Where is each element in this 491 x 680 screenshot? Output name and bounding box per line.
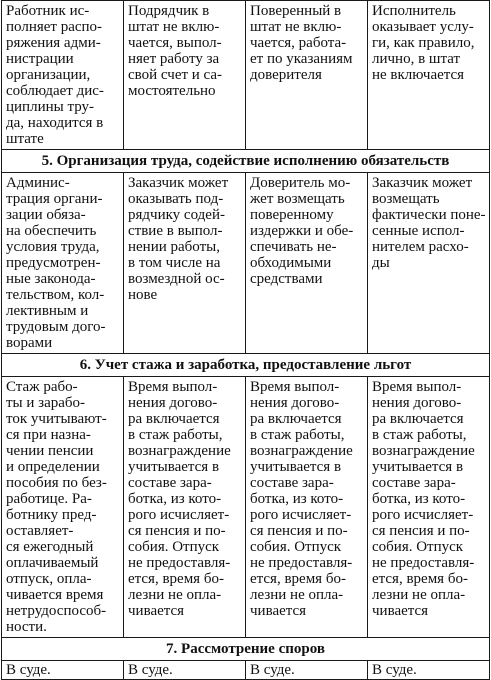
table-cell-contractor xyxy=(124,1,246,150)
table-cell-employee xyxy=(2,173,124,354)
section-heading-row xyxy=(2,354,490,377)
table-row xyxy=(2,661,490,680)
section-heading-row xyxy=(2,638,490,661)
cell-text: Подрядчик в штат не вклю- чается, выпол- няет работу за свой счет и са- мостоятельно xyxy=(128,3,223,99)
table-cell-contractor xyxy=(124,377,246,638)
cell-text: Работник ис- полняет распо- ряжения адми- нистрации организации, соблюдает дис- циплины тру- да, находится в штате xyxy=(6,3,104,147)
table-row xyxy=(2,173,490,354)
table-cell-attorney xyxy=(246,173,368,354)
table-cell-employee xyxy=(2,661,124,680)
cell-text: Исполнитель оказывает услу- ги, как правило, лично, в штат не включается xyxy=(372,3,475,83)
cell-text: Заказчик может оказывать под- рядчику содей- ствие в выпол- нении работы, в том числе на возмездной ос- нове xyxy=(128,175,229,303)
table-cell-performer xyxy=(368,173,490,354)
section-heading-row xyxy=(2,150,490,173)
table-row xyxy=(2,377,490,638)
table-cell-attorney xyxy=(246,661,368,680)
table-cell-performer xyxy=(368,1,490,150)
cell-text: Время выпол- нения догово- ра включается в стаж работы, вознаграждение учитывается в составе зара- ботка, из кото- рого исчисляет- ся пенсия и по- собия. Отпуск не предоставля- ется, время бо- лезни не опла- чивается xyxy=(250,379,353,619)
table-cell-attorney xyxy=(246,377,368,638)
cell-text: Время выпол- нения догово- ра включается в стаж работы, вознаграждение учитывается в составе зара- ботка, из кото- рого исчисляет- ся пенсия и по- собия. Отпуск не предоставля- ется, время бо- лезни не опла- чивается xyxy=(128,379,231,619)
table-cell-employee xyxy=(2,377,124,638)
table-cell-contractor xyxy=(124,661,246,680)
cell-text: Поверенный в штат не вклю- чается, работа- ет по указаниям доверителя xyxy=(250,3,353,83)
section-heading: 6. Учет стажа и заработка, предоставление льгот xyxy=(2,354,490,377)
table-cell-performer xyxy=(368,661,490,680)
comparison-table xyxy=(1,0,490,680)
table-cell-contractor xyxy=(124,173,246,354)
cell-text: Стаж рабо- ты и зарабо- ток учитывают- ся при назна- чении пенсии и определении пособия по без- работице. Ра- ботнику пред- оставляет- ся ежегодный оплачиваемый отпуск, опла- чивается время нетрудоспособ- ности. xyxy=(6,379,107,635)
cell-text: В суде. xyxy=(250,662,295,678)
cell-text: В суде. xyxy=(6,662,51,678)
table-cell-attorney xyxy=(246,1,368,150)
cell-text: Админис- трация органи- зации обяза- на обеспечить условия труда, предусмотрен- ные законода- тельством, кол- лективным и трудовым дого- ворами xyxy=(6,175,106,351)
table-cell-performer xyxy=(368,377,490,638)
cell-text: В суде. xyxy=(372,662,417,678)
cell-text: Заказчик может возмещать фактически поне- сенные испол- нителем расхо- ды xyxy=(372,175,486,271)
cell-text: Доверитель мо- жет возмещать поверенному издержки и обе- спечивать не- обходимыми средствами xyxy=(250,175,354,287)
table-row xyxy=(2,1,490,150)
section-heading: 5. Организация труда, содействие исполнению обязательств xyxy=(2,150,490,173)
section-heading: 7. Рассмотрение споров xyxy=(2,638,490,661)
table-cell-employee xyxy=(2,1,124,150)
cell-text: В суде. xyxy=(128,662,173,678)
cell-text: Время выпол- нения догово- ра включается в стаж работы, вознаграждение учитывается в составе зара- ботка, из кото- рого исчисляет- ся пенсия и по- собия. Отпуск не предоставля- ется, время бо- лезни не опла- чивается xyxy=(372,379,475,619)
